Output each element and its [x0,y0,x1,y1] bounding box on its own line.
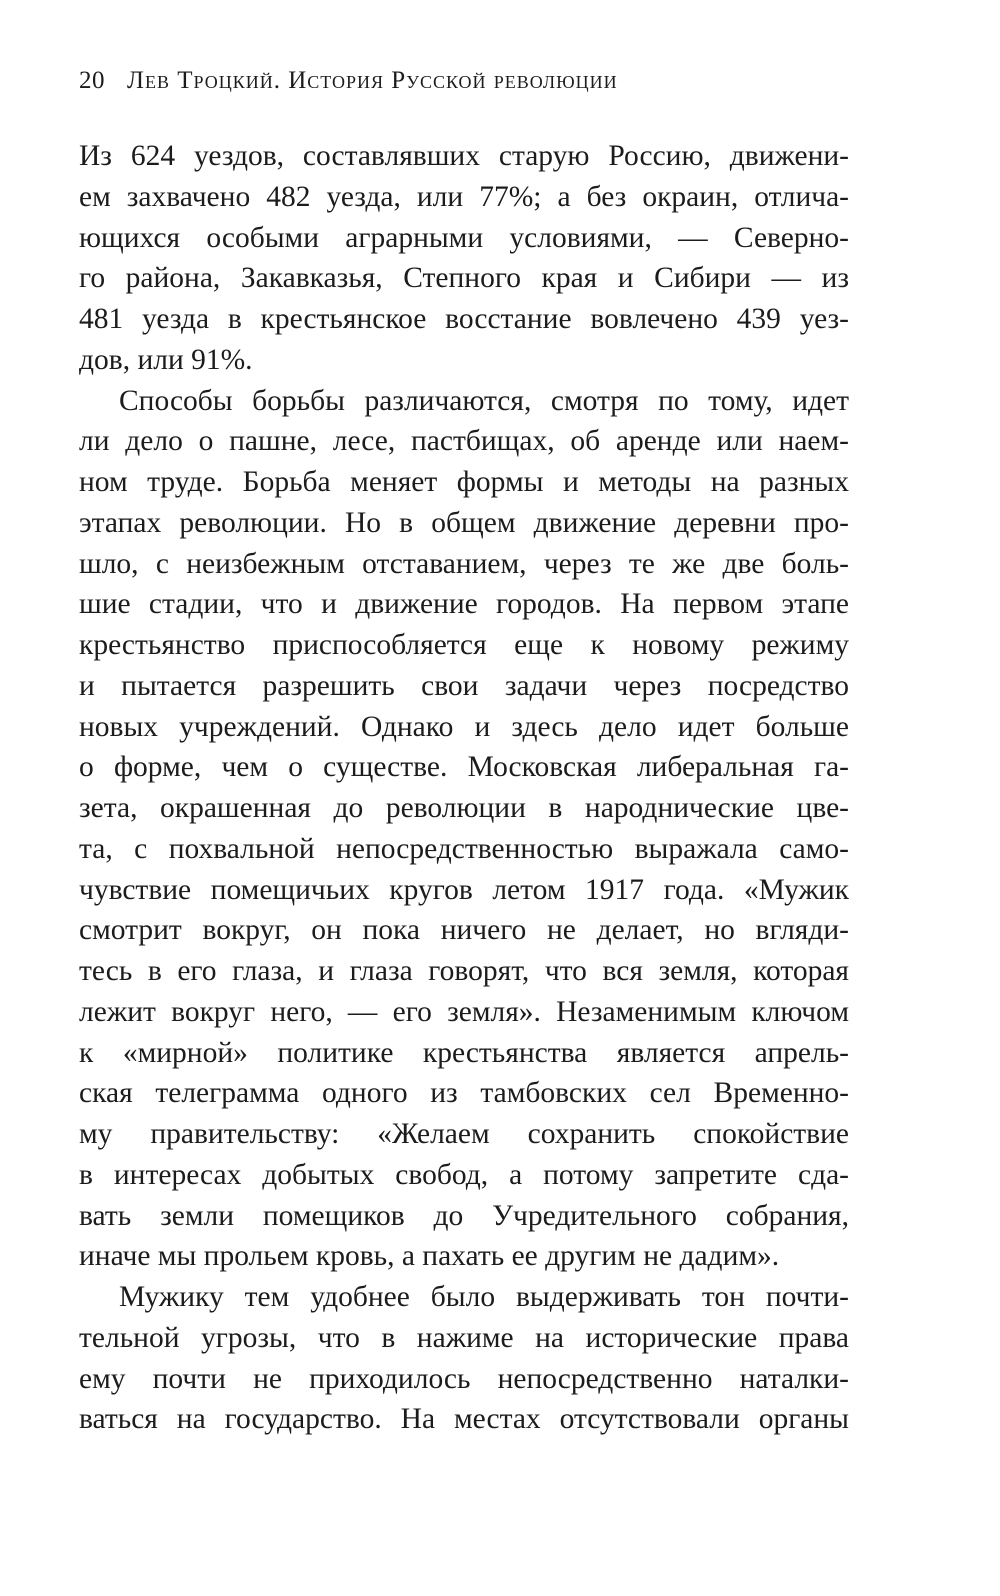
text-line: шие стадии, что и движение городов. На первом этапе [79,588,849,621]
text-line: чувствие помещичьих кругов летом 1917 года. «Мужик [79,873,849,906]
text-line: ваться на государство. На местах отсутствовали органы [79,1403,849,1436]
text-line: иначе мы прольем кровь, а пахать ее другим не дадим». [79,1240,780,1273]
text-line: Из 624 уездов, составлявших старую Россию, движени- [79,140,849,172]
text-line: Способы борьбы различаются, смотря по тому, идет [119,384,849,417]
running-head [79,56,879,106]
text-line: 481 уезда в крестьянское восстание вовлечено 439 уез- [79,303,849,335]
text-line: ном труде. Борьба меняет формы и методы на разных [79,466,849,498]
text-line: и пытается разрешить свои задачи через посредство [79,669,849,702]
text-line: го района, Закавказья, Степного края и Сибири — из [79,262,849,295]
text-line: зета, окрашенная до революции в народнические цве- [79,792,849,824]
body-text [79,136,849,1440]
text-line: ем захвачено 482 уезда, или 77%; а без окраин, отлича- [79,180,849,213]
paragraph-1 [79,136,849,381]
text-line: ская телеграмма одного из тамбовских сел Временно- [79,1077,849,1110]
text-line: ющихся особыми аграрными условиями, — Северно- [79,221,849,254]
text-line: лежит вокруг него, — его земля». Незаменимым ключом [79,995,849,1028]
text-line: му правительству: «Желаем сохранить спокойствие [79,1118,849,1150]
text-line: этапах революции. Но в общем движение деревни про- [79,506,849,539]
text-line: ли дело о пашне, лесе, пастбищах, об аренде или наем- [79,425,849,458]
text-line: о форме, чем о существе. Московская либеральная га- [79,751,849,784]
text-line: вать земли помещиков до Учредительного собрания, [79,1199,849,1232]
text-line: та, с похвальной непосредственностью выражала само- [79,832,849,865]
text-line: тельной угрозы, что в нажиме на исторические права [79,1321,849,1354]
text-line: новых учреждений. Однако и здесь дело идет больше [79,710,849,743]
text-line: смотрит вокруг, он пока ничего не делает, но вгляди- [79,914,849,947]
text-line: Мужику тем удобнее было выдерживать тон почти- [119,1281,849,1313]
text-line: тесь в его глаза, и глаза говорят, что вся земля, которая [79,955,849,987]
running-title: Лев Троцкий. История Русской революции [127,67,618,94]
paragraph-2 [79,381,849,1278]
paragraph-3 [79,1277,849,1440]
text-line: шло, с неизбежным отставанием, через те же две боль- [79,547,849,580]
text-line: ему почти не приходилось непосредственно наталки- [79,1362,849,1395]
text-line: к «мирной» политике крестьянства является апрель- [79,1036,849,1069]
text-line: крестьянство приспособляется еще к новому режиму [79,629,849,661]
text-line: дов, или 91%. [79,343,253,376]
text-line: в интересах добытых свобод, а потому запретите сда- [79,1158,849,1191]
page-number: 20 [79,67,105,94]
